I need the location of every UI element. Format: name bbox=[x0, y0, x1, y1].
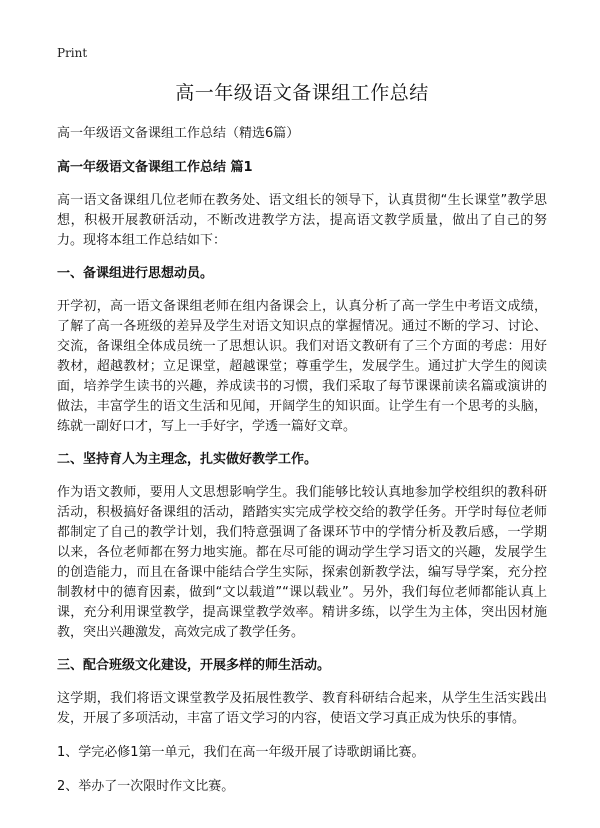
paragraph-2: 作为语文教师，要用人文思想影响学生。我们能够比较认真地参加学校组织的教科研活动，积极搞好备课组的活动，踏踏实实完成学校交给的教学任务。开学时每位老师都制定了自己的教学计划，我们特意强调了备课环节中的学情分析及教后感，一学期以来，各位老师都在努力地实施。都在尽可能的调动学生学习语文的兴趣，发展学生的创造能力，而且在备课中能结合学生实际，探索创新教学法，编写导学案，充分控制教材中的德育因素，做到“文以载道”“课以载业”。另外，我们每位老师都能认真上课，充分利用课堂教学，提高课堂教学效率。精讲多练，以学生为主体，突出因材施教，突出兴趣激发，高效完成了教学任务。 bbox=[57, 485, 547, 640]
intro-paragraph: 高一语文备课组几位老师在教务处、语文组长的领导下，认真贯彻“生长课堂”教学思想，积极开展教研活动，不断改进教学方法，提高语文教学质量，做出了自己的努力。现将本组工作总结如下： bbox=[57, 193, 547, 248]
document-body bbox=[57, 80, 547, 811]
subtitle: 高一年级语文备课组工作总结（精选6篇） bbox=[57, 126, 300, 141]
paragraph-3: 这学期，我们将语文课堂教学及拓展性教学、教育科研结合起来，从学生生活实践出发，开展了多项活动，丰富了语文学习的内容，使语文学习真正成为快乐的事情。 bbox=[57, 691, 547, 726]
heading-3: 三、配合班级文化建设，开展多样的师生活动。 bbox=[57, 658, 331, 673]
list-item-2: 2、举办了一次限时作文比赛。 bbox=[57, 779, 235, 794]
heading-2: 二、坚持育人为主理念，扎实做好教学工作。 bbox=[57, 452, 318, 467]
paragraph-1: 开学初，高一语文备课组老师在组内备课会上，认真分析了高一学生中考语文成绩，了解了高一各班级的差异及学生对语文知识点的掌握情况。通过不断的学习、讨论、交流，备课组全体成员统一了思想认识。我们对语文教研有了三个方面的考虑：用好教材，超越教材；立足课堂，超越课堂；尊重学生，发展学生。通过扩大学生的阅读面，培养学生读书的兴趣，养成读书的习惯，我们采取了每节课课前读名篇或演讲的做法，丰富学生的语文生活和见闻，开阔学生的知识面。让学生有一个思考的头脑，练就一副好口才，写上一手好字，学透一篇好文章。 bbox=[57, 299, 547, 434]
heading-1: 一、备课组进行思想动员。 bbox=[57, 266, 214, 281]
page-title: 高一年级语文备课组工作总结 bbox=[175, 82, 429, 104]
print-link[interactable]: Print bbox=[57, 46, 88, 60]
section-heading: 高一年级语文备课组工作总结 篇1 bbox=[57, 160, 253, 175]
list-item-1: 1、学完必修1第一单元，我们在高一年级开展了诗歌朗诵比赛。 bbox=[57, 745, 425, 760]
